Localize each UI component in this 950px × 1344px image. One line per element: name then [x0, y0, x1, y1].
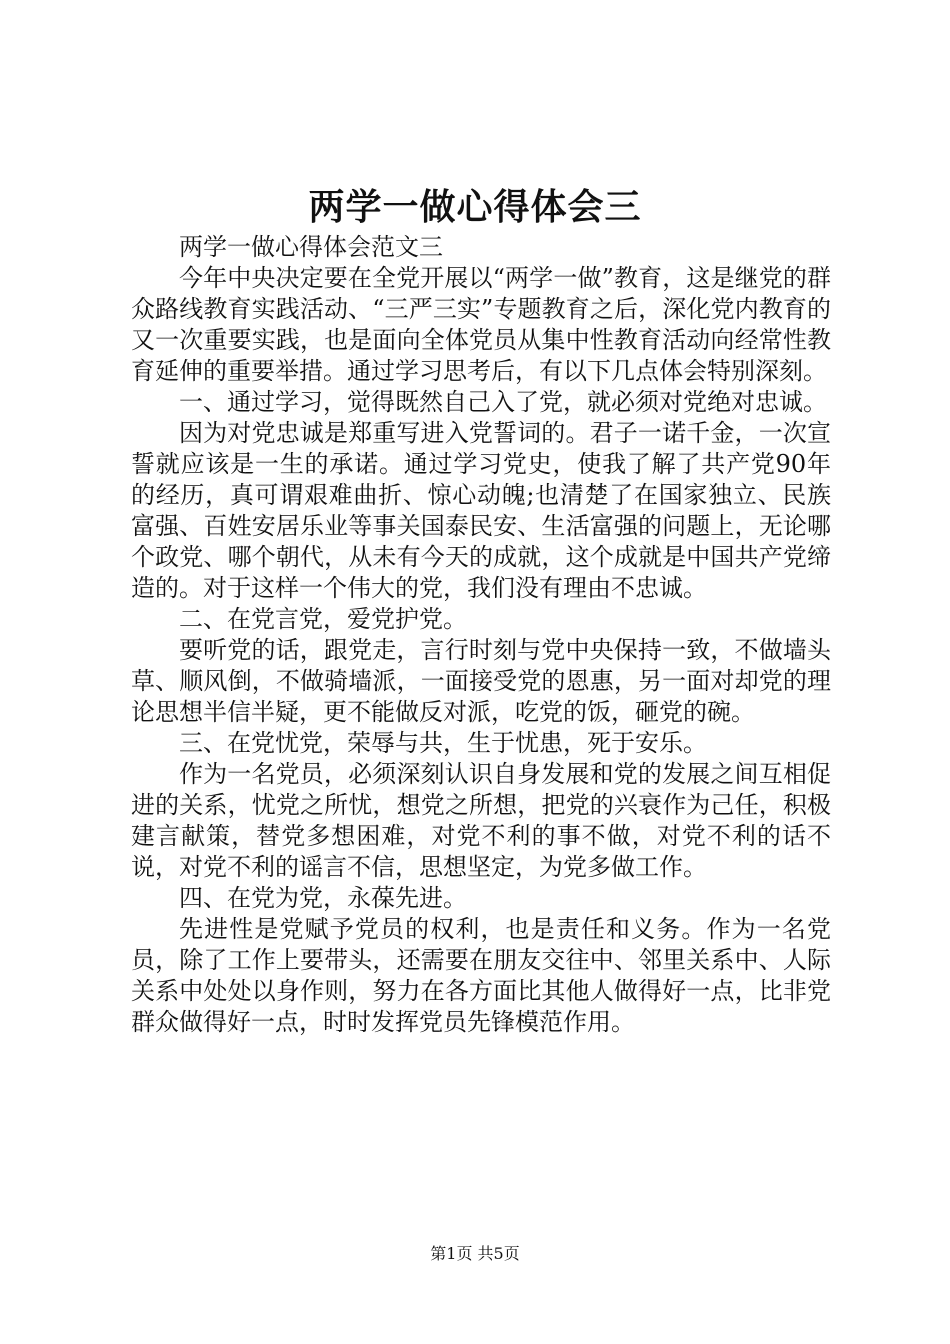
section-body-4: 先进性是党赋予党员的权利，也是责任和义务。作为一名党员，除了工作上要带头，还需要在朋友交往中、邻里关系中、人际关系中处处以身作则，努力在各方面比其他人做得好一点，比非党群众做得好一点，时时发挥党员先锋模范作用。 — [131, 915, 831, 1036]
section-heading-1: 一、通过学习，觉得既然自己入了党，就必须对党绝对忠诚。 — [179, 388, 827, 416]
subtitle-paragraph: 两学一做心得体会范文三 — [179, 233, 443, 261]
page-number-footer: 第1页 共5页 — [430, 1244, 520, 1263]
document-body — [131, 232, 831, 1038]
section-heading-2: 二、在党言党，爱党护党。 — [179, 605, 467, 633]
document-title: 两学一做心得体会三 — [308, 186, 642, 228]
section-body-3: 作为一名党员，必须深刻认识自身发展和党的发展之间互相促进的关系，忧党之所忧，想党之所想，把党的兴衰作为己任，积极建言献策，替党多想困难，对党不利的事不做，对党不利的话不说，对党不利的谣言不信，思想坚定，为党多做工作。 — [131, 760, 831, 881]
intro-paragraph: 今年中央决定要在全党开展以“两学一做”教育，这是继党的群众路线教育实践活动、“三严三实”专题教育之后，深化党内教育的又一次重要实践，也是面向全体党员从集中性教育活动向经常性教育延伸的重要举措。通过学习思考后，有以下几点体会特别深刻。 — [131, 264, 831, 385]
section-heading-3: 三、在党忧党，荣辱与共，生于忧患，死于安乐。 — [179, 729, 707, 757]
section-body-1: 因为对党忠诚是郑重写进入党誓词的。君子一诺千金，一次宣誓就应该是一生的承诺。通过学习党史，使我了解了共产党90年的经历，真可谓艰难曲折、惊心动魄;也清楚了在国家独立、民族富强、百姓安居乐业等事关国泰民安、生活富强的问题上，无论哪个政党、哪个朝代，从未有今天的成就，这个成就是中国共产党缔造的。对于这样一个伟大的党，我们没有理由不忠诚。 — [131, 419, 831, 602]
section-body-2: 要听党的话，跟党走，言行时刻与党中央保持一致，不做墙头草、顺风倒，不做骑墙派，一面接受党的恩惠，另一面对却党的理论思想半信半疑，更不能做反对派，吃党的饭，砸党的碗。 — [131, 636, 831, 726]
section-heading-4: 四、在党为党，永葆先进。 — [179, 884, 467, 912]
